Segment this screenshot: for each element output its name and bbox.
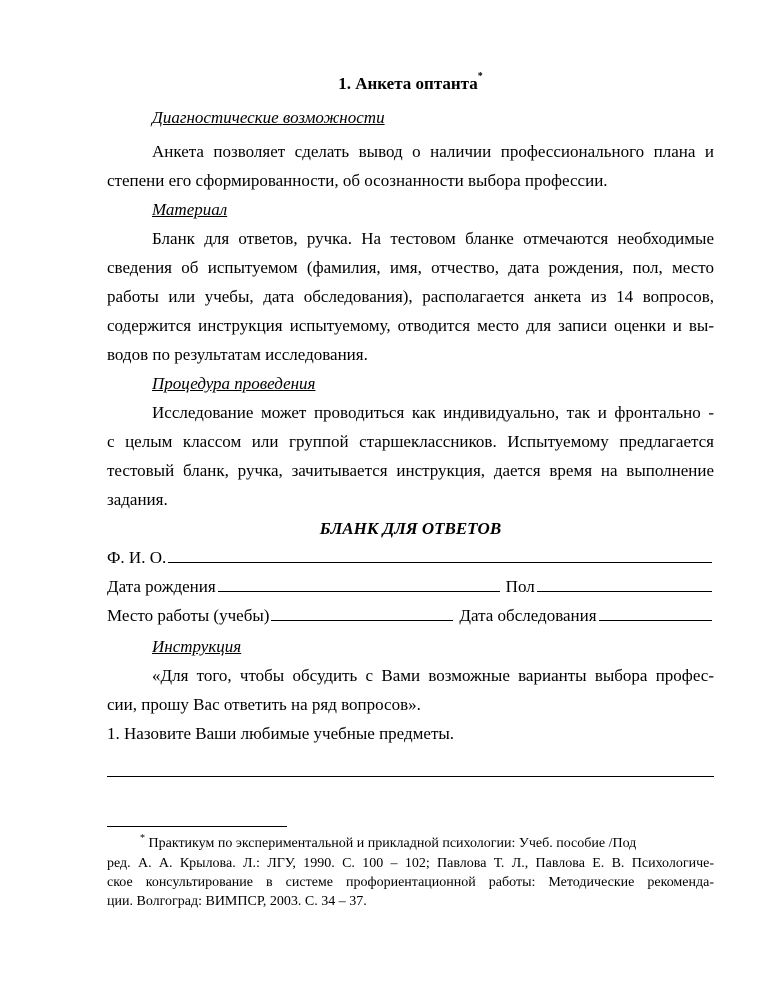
section-heading-material: Материал xyxy=(152,200,228,219)
answer-line[interactable] xyxy=(107,776,714,777)
birth-blank[interactable] xyxy=(218,590,500,592)
footnote-line: ское консультирование в системе профориентационной работы: Методические рекоменда- xyxy=(107,875,714,890)
fio-field[interactable] xyxy=(107,548,714,568)
paragraph-line: Исследование может проводиться как индивидуально, так и фронтально - xyxy=(152,403,714,422)
exam-blank[interactable] xyxy=(599,619,712,621)
birth-label: Дата рождения xyxy=(107,577,216,596)
question-1: 1. Назовите Ваши любимые учебные предметы. xyxy=(107,724,455,743)
fio-label: Ф. И. О. xyxy=(107,548,167,567)
footnote-marker: * xyxy=(477,71,483,82)
footnote-line: * Практикум по экспериментальной и прикладной психологии: Учеб. пособие /Под xyxy=(140,833,637,851)
form-heading: БЛАНК ДЛЯ ОТВЕТОВ xyxy=(319,519,502,538)
section-heading-instruction: Инструкция xyxy=(152,637,242,656)
paragraph-line: Анкета позволяет сделать вывод о наличии профессионального плана и xyxy=(152,142,714,161)
paragraph-line: Бланк для ответов, ручка. На тестовом бланке отмечаются необходимые xyxy=(152,229,714,248)
footnote-line: ред. А. А. Крылова. Л.: ЛГУ, 1990. С. 100 – 102; Павлова Т. Л., Павлова Е. В. Психологиче- xyxy=(107,856,714,871)
sex-blank[interactable] xyxy=(537,590,712,592)
birth-sex-row xyxy=(107,577,714,597)
paragraph-line: водов по результатам исследования. xyxy=(107,345,368,364)
paragraph-line: задания. xyxy=(107,490,168,509)
paragraph-line: с целым классом или группой старшеклассников. Испытуемому предлагается xyxy=(107,432,714,451)
work-exam-row xyxy=(107,606,714,626)
work-label: Место работы (учебы) xyxy=(107,606,270,625)
paragraph-line: тестовый бланк, ручка, зачитывается инструкция, дается время на выполнение xyxy=(107,461,714,480)
paragraph-line: степени его сформированности, об осознанности выбора профессии. xyxy=(107,171,608,190)
footnote-mark: * xyxy=(140,833,145,844)
footnote-separator xyxy=(107,826,287,827)
page-title xyxy=(107,71,714,94)
work-blank[interactable] xyxy=(271,619,453,621)
footnote-line: ции. Волгоград: ВИМПСР, 2003. С. 34 – 37. xyxy=(107,894,367,909)
section-heading-diagnostic: Диагностические возможности xyxy=(152,108,385,127)
section-heading-procedure: Процедура проведения xyxy=(152,374,316,393)
paragraph-line: «Для того, чтобы обсудить с Вами возможные варианты выбора профес- xyxy=(152,666,714,685)
title-text: 1. Анкета оптанта xyxy=(338,74,478,93)
paragraph-line: сведения об испытуемом (фамилия, имя, отчество, дата рождения, пол, место xyxy=(107,258,714,277)
paragraph-line: работы или учебы, дата обследования), располагается анкета из 14 вопросов, xyxy=(107,287,714,306)
paragraph-line: сии, прошу Вас ответить на ряд вопросов». xyxy=(107,695,421,714)
sex-label: Пол xyxy=(505,577,535,596)
paragraph-line: содержится инструкция испытуемому, отводится место для записи оценки и вы- xyxy=(107,316,714,335)
fio-blank[interactable] xyxy=(168,561,712,563)
exam-label: Дата обследования xyxy=(459,606,597,625)
